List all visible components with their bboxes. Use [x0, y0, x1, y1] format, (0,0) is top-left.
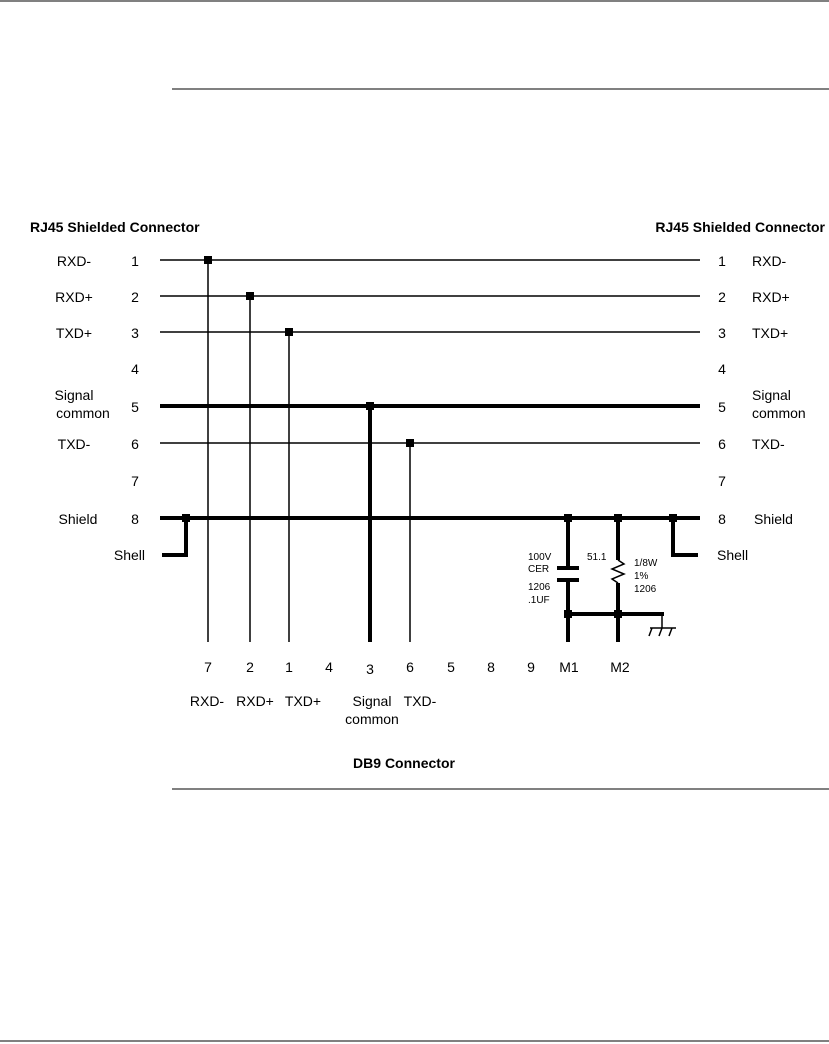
right-pin-2: 2: [718, 289, 726, 305]
left-signal-6: TXD-: [57, 436, 91, 452]
right-signal-1: RXD-: [752, 253, 787, 269]
left-signal-3: TXD+: [55, 325, 93, 341]
db9-pin: 3: [366, 661, 374, 677]
db9-pin: M1: [559, 659, 579, 675]
right-signal-3: TXD+: [752, 325, 789, 341]
db9-signal-labels: [190, 693, 437, 727]
db9-signal-rxd-minus: RXD-: [189, 693, 225, 709]
capacitor-label-3: 1206: [528, 582, 551, 593]
resistor-label-2: 1%: [634, 571, 649, 582]
right-connector-pins: [717, 253, 806, 563]
left-shell-label: Shell: [113, 547, 145, 563]
right-pin-6: 6: [718, 436, 726, 452]
db9-pin: 5: [447, 659, 455, 675]
left-shell-wire: [162, 518, 186, 555]
capacitor-label-2: CER: [528, 564, 550, 575]
junction-dot: [669, 514, 677, 522]
db9-pin: 1: [285, 659, 293, 675]
resistor-label-1: 1/8W: [634, 558, 658, 569]
db9-pin: 4: [325, 659, 333, 675]
right-signal-5-line2: common: [752, 405, 806, 421]
left-signal-1: RXD-: [56, 253, 92, 269]
left-connector-title: RJ45 Shielded Connector: [30, 219, 200, 235]
right-signal-6: TXD-: [752, 436, 785, 452]
left-pin-1: 1: [131, 253, 139, 269]
resistor-value: 51.1: [587, 552, 607, 563]
db9-signal-common-line1: Signal: [352, 693, 392, 709]
right-pin-5: 5: [718, 399, 726, 415]
junction-dot: [285, 328, 293, 336]
right-pin-4: 4: [718, 361, 726, 377]
chassis-ground-icon: [649, 614, 676, 636]
right-pin-7: 7: [718, 473, 726, 489]
left-pin-3: 3: [131, 325, 139, 341]
left-connector-pins: [55, 253, 145, 563]
db9-pin: 7: [204, 659, 212, 675]
junction-dot: [366, 402, 374, 410]
right-shell-wire: [673, 518, 698, 555]
resistor-label-3: 1206: [634, 584, 657, 595]
db9-pin-numbers: [204, 659, 630, 677]
left-pin-2: 2: [131, 289, 139, 305]
db9-pin: M2: [610, 659, 630, 675]
left-signal-2: RXD+: [55, 289, 93, 305]
right-pin-3: 3: [718, 325, 726, 341]
junction-dot: [406, 439, 414, 447]
resistor: [612, 518, 624, 642]
left-pin-4: 4: [131, 361, 139, 377]
db9-signal-txd-plus: TXD+: [284, 693, 322, 709]
db9-signal-rxd-plus: RXD+: [236, 693, 274, 709]
left-signal-5-line1: Signal: [54, 387, 94, 403]
left-pin-8: 8: [131, 511, 139, 527]
right-pin-8: 8: [718, 511, 726, 527]
junction-dot: [246, 292, 254, 300]
db9-pin: 6: [406, 659, 414, 675]
right-signal-5-line1: Signal: [752, 387, 791, 403]
left-signal-8: Shield: [58, 511, 98, 527]
junction-dot: [204, 256, 212, 264]
capacitor-label-4: .1UF: [528, 595, 550, 606]
db9-signal-txd-minus: TXD-: [403, 693, 437, 709]
db9-pin: 9: [527, 659, 535, 675]
right-shell-label: Shell: [717, 547, 749, 563]
junction-dot: [182, 514, 190, 522]
left-pin-5: 5: [131, 399, 139, 415]
right-signal-2: RXD+: [752, 289, 790, 305]
left-signal-5-line2: common: [56, 405, 110, 421]
capacitor: [557, 518, 579, 642]
capacitor-label-1: 100V: [528, 552, 552, 563]
db9-pin: 8: [487, 659, 495, 675]
right-connector-title: RJ45 Shielded Connector: [655, 219, 825, 235]
left-pin-7: 7: [131, 473, 139, 489]
db9-pin: 2: [246, 659, 254, 675]
db9-connector-title: DB9 Connector: [353, 755, 455, 771]
right-signal-8: Shield: [754, 511, 793, 527]
left-pin-6: 6: [131, 436, 139, 452]
db9-signal-common-line2: common: [345, 711, 399, 727]
right-pin-1: 1: [718, 253, 726, 269]
